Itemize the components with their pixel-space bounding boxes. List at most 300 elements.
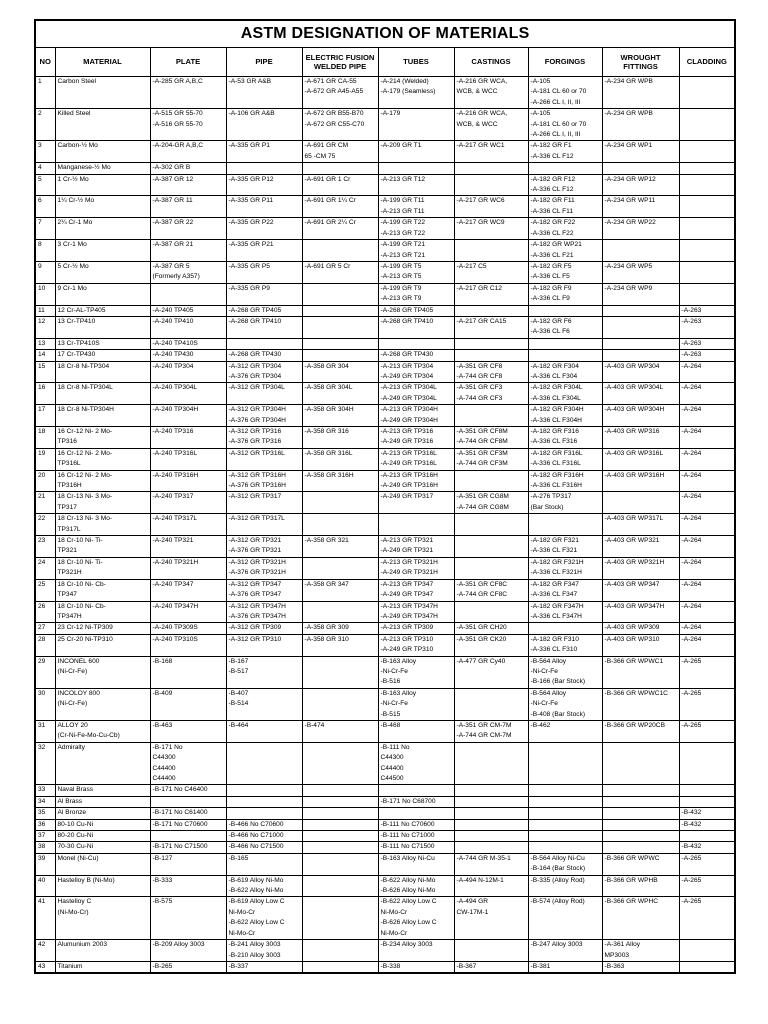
plate-line: -B-265: [152, 962, 173, 970]
pipe-line: -A-335 GR P5: [228, 262, 270, 270]
cladding-cell: [679, 514, 735, 536]
forgings-line: -B-564 Alloy Ni-Cu: [530, 854, 585, 862]
wrought-fittings-line: -B-366 GR WPWC1: [604, 657, 664, 665]
castings-cell: [454, 316, 528, 338]
cladding-line: -A-264: [681, 384, 702, 392]
wrought-fittings-line: -B-366 GR WP20CB: [604, 721, 665, 729]
tubes-line: -A-213 GR TP304H: [380, 406, 438, 414]
cladding-cell: [679, 623, 735, 634]
castings-cell: [454, 261, 528, 283]
pipe-cell: [226, 316, 302, 338]
pipe-cell: [226, 875, 302, 897]
forgings-cell: [528, 875, 602, 897]
forgings-cell: [528, 796, 602, 807]
forgings-line: -A-182 GR F316L: [530, 449, 583, 457]
forgings-cell: [528, 656, 602, 688]
table-row: [35, 305, 735, 316]
tubes-line: -A-249 GR TP304H: [380, 416, 438, 424]
castings-cell: [454, 831, 528, 842]
efw-pipe-cell: [302, 720, 378, 742]
cladding-cell: [679, 405, 735, 427]
wrought-fittings-cell: [602, 492, 679, 514]
wrought-fittings-cell: [602, 831, 679, 842]
wrought-fittings-line: -A-403 GR WP347: [604, 580, 660, 588]
tubes-line: -Ni-Cr-Fe: [380, 700, 408, 708]
plate-cell: [150, 875, 226, 897]
tubes-cell: [378, 240, 454, 262]
col-header-forgings: FORGINGS: [528, 48, 602, 77]
plate-line: -A-240 TP410: [152, 317, 194, 325]
material-line: 18 Cr-8 Ni-TP304: [57, 362, 110, 370]
cladding-cell: [679, 742, 735, 785]
forgings-cell: [528, 492, 602, 514]
forgings-line: -A-336 CL F22: [530, 229, 574, 237]
material-line: (Ni-Mo-Cr): [57, 908, 89, 916]
efw-pipe-cell: [302, 448, 378, 470]
cladding-line: -A-265: [681, 854, 702, 862]
forgings-line: -B-166 (Bar Stock): [530, 678, 586, 686]
wrought-fittings-line: -B-366 GR WPHC: [604, 898, 658, 906]
efw-pipe-line: -A-671 GR CA-55: [304, 78, 357, 85]
table-row: [35, 470, 735, 492]
forgings-line: -A-182 GR F9: [530, 284, 572, 292]
castings-cell: [454, 853, 528, 875]
table-row: [35, 961, 735, 973]
plate-line: -A-515 GR 55-70: [152, 110, 203, 118]
forgings-cell: [528, 163, 602, 174]
wrought-fittings-line: -A-361 Alloy: [604, 941, 641, 949]
row-number: 10: [35, 283, 55, 305]
wrought-fittings-line: -A-403 GR WP316H: [604, 471, 665, 479]
efw-pipe-cell: [302, 601, 378, 623]
material-line: Admiralty: [57, 743, 85, 751]
castings-cell: [454, 634, 528, 656]
tubes-line: -A-268 GR TP410: [380, 317, 434, 325]
cladding-cell: [679, 831, 735, 842]
tubes-cell: [378, 383, 454, 405]
plate-cell: [150, 316, 226, 338]
pipe-cell: [226, 196, 302, 218]
table-row: [35, 656, 735, 688]
tubes-line: -A-213 GR T21: [380, 251, 426, 259]
cladding-cell: [679, 427, 735, 449]
table-row: [35, 109, 735, 141]
wrought-fittings-cell: [602, 897, 679, 940]
forgings-line: -A-182 GR F1: [530, 142, 572, 150]
pipe-cell: [226, 961, 302, 973]
pipe-cell: [226, 720, 302, 742]
tubes-cell: [378, 77, 454, 109]
forgings-line: -A-182 GR F304: [530, 362, 579, 370]
castings-line: -A-744 GR CF8C: [456, 591, 508, 599]
efw-pipe-cell: [302, 961, 378, 973]
efw-pipe-line: -B-474: [304, 721, 325, 729]
pipe-cell: [226, 842, 302, 853]
tubes-cell: [378, 796, 454, 807]
material-line: 70-30 Cu-Ni: [57, 843, 94, 851]
material-cell: [55, 875, 150, 897]
col-header-castings: CASTINGS: [454, 48, 528, 77]
castings-cell: [454, 601, 528, 623]
pipe-line: -B-514: [228, 700, 249, 708]
pipe-cell: [226, 601, 302, 623]
wrought-fittings-cell: [602, 785, 679, 796]
cladding-cell: [679, 961, 735, 973]
tubes-cell: [378, 305, 454, 316]
efw-pipe-cell: [302, 261, 378, 283]
material-line: Carbon-½ Mo: [57, 142, 98, 150]
cladding-line: -A-263: [681, 317, 702, 325]
cladding-cell: [679, 842, 735, 853]
wrought-fittings-cell: [602, 240, 679, 262]
row-number: 7: [35, 218, 55, 240]
table-row: [35, 742, 735, 785]
forgings-cell: [528, 427, 602, 449]
tubes-line: -A-268 GR TP405: [380, 306, 434, 314]
cladding-line: -A-263: [681, 306, 702, 314]
material-line: 18 Cr-13 Ni- 3 Mo-: [57, 493, 113, 501]
efw-pipe-cell: [302, 831, 378, 842]
cladding-line: -A-264: [681, 635, 702, 643]
plate-cell: [150, 261, 226, 283]
efw-pipe-line: -A-691 GR 1¼ Cr: [304, 197, 356, 205]
efw-pipe-line: -A-358 GR 304: [304, 362, 349, 370]
forgings-cell: [528, 174, 602, 196]
plate-cell: [150, 831, 226, 842]
castings-cell: [454, 383, 528, 405]
plate-line: -B-409: [152, 689, 173, 697]
plate-line: -A-240 TP410S: [152, 339, 198, 347]
plate-cell: [150, 383, 226, 405]
material-line: 18 Cr-10 Ni- Ti-: [57, 537, 103, 545]
plate-cell: [150, 961, 226, 973]
table-row: [35, 163, 735, 174]
wrought-fittings-cell: [602, 338, 679, 349]
material-line: INCONEL 600: [57, 657, 100, 665]
pipe-cell: [226, 218, 302, 240]
plate-cell: [150, 808, 226, 819]
col-header-material: MATERIAL: [55, 48, 150, 77]
wrought-fittings-line: -A-403 GR WP317L: [604, 515, 664, 523]
row-number: 25: [35, 579, 55, 601]
row-number: 13: [35, 338, 55, 349]
forgings-cell: [528, 742, 602, 785]
material-cell: [55, 557, 150, 579]
tubes-cell: [378, 536, 454, 558]
material-line: 1 Cr-½ Mo: [57, 175, 89, 183]
col-header-wrought-fittings: WROUGHT FITTINGS: [602, 48, 679, 77]
material-cell: [55, 536, 150, 558]
tubes-cell: [378, 196, 454, 218]
cladding-cell: [679, 77, 735, 109]
efw-pipe-line: -A-672 GR C55-C70: [304, 120, 365, 128]
cladding-line: -A-264: [681, 537, 702, 545]
pipe-cell: [226, 77, 302, 109]
forgings-line: -A-336 CL F21: [530, 251, 574, 259]
table-row: [35, 492, 735, 514]
pipe-cell: [226, 240, 302, 262]
tubes-line: -A-213 GR TP316H: [380, 471, 438, 479]
material-line: 13 Cr-TP410S: [57, 339, 100, 347]
efw-pipe-cell: [302, 470, 378, 492]
wrought-fittings-line: -B-363: [604, 962, 625, 970]
plate-line: -A-240 TP321: [152, 537, 194, 545]
pipe-line: -B-165: [228, 854, 249, 862]
castings-cell: [454, 283, 528, 305]
forgings-line: -B-574 (Alloy Rod): [530, 898, 585, 906]
forgings-cell: [528, 350, 602, 361]
efw-pipe-line: -A-691 GR 2¼ Cr: [304, 219, 356, 227]
table-row: [35, 623, 735, 634]
efw-pipe-cell: [302, 557, 378, 579]
table-row: [35, 720, 735, 742]
castings-line: -A-351 GR CH20: [456, 624, 507, 632]
forgings-cell: [528, 961, 602, 973]
pipe-cell: [226, 283, 302, 305]
table-row: [35, 853, 735, 875]
plate-cell: [150, 634, 226, 656]
plate-line: -A-240 TP317L: [152, 515, 198, 523]
plate-cell: [150, 492, 226, 514]
pipe-line: -A-312 GR TP347H: [228, 602, 286, 610]
pipe-line: -A-312 GR TP304H: [228, 406, 286, 414]
tubes-cell: [378, 875, 454, 897]
pipe-line: -A-312 GR TP309: [228, 624, 282, 632]
forgings-cell: [528, 405, 602, 427]
plate-line: C44300: [152, 754, 176, 762]
forgings-cell: [528, 808, 602, 819]
plate-cell: [150, 174, 226, 196]
efw-pipe-cell: [302, 656, 378, 688]
forgings-line: -Ni-Cr-Fe: [530, 700, 558, 708]
row-number: 6: [35, 196, 55, 218]
material-cell: [55, 808, 150, 819]
forgings-line: -B-164 (Bar Stock): [530, 865, 586, 873]
efw-pipe-cell: [302, 350, 378, 361]
plate-cell: [150, 557, 226, 579]
castings-line: -A-351 GR CF8: [456, 362, 503, 370]
row-number: 20: [35, 470, 55, 492]
forgings-cell: [528, 819, 602, 830]
plate-cell: [150, 897, 226, 940]
efw-pipe-cell: [302, 514, 378, 536]
tubes-line: -A-213 GR TP321: [380, 537, 434, 545]
table-row: [35, 361, 735, 383]
pipe-cell: [226, 405, 302, 427]
material-cell: [55, 77, 150, 109]
tubes-line: -A-209 GR T1: [380, 142, 422, 150]
material-cell: [55, 842, 150, 853]
plate-line: -A-240 TP347H: [152, 602, 199, 610]
wrought-fittings-line: -A-234 GR WP5: [604, 262, 653, 270]
plate-line: C44400: [152, 764, 176, 772]
efw-pipe-cell: [302, 316, 378, 338]
row-number: 2: [35, 109, 55, 141]
tubes-line: -B-111 No C71000: [380, 832, 435, 840]
forgings-cell: [528, 470, 602, 492]
efw-pipe-line: 65 -CM 75: [304, 152, 336, 160]
cladding-cell: [679, 875, 735, 897]
page-title: ASTM DESIGNATION OF MATERIALS: [35, 20, 735, 48]
material-line: Hastelloy C: [57, 898, 92, 906]
wrought-fittings-cell: [602, 361, 679, 383]
forgings-line: -A-276 TP317: [530, 493, 572, 501]
wrought-fittings-cell: [602, 514, 679, 536]
castings-cell: [454, 427, 528, 449]
cladding-line: -A-264: [681, 493, 702, 501]
forgings-line: -A-336 CL F310: [530, 646, 578, 654]
plate-line: -A-240 TP347: [152, 580, 194, 588]
efw-pipe-line: -A-358 GR 304L: [304, 384, 353, 392]
wrought-fittings-line: -A-234 GR WP1: [604, 142, 653, 150]
efw-pipe-cell: [302, 688, 378, 720]
material-cell: [55, 601, 150, 623]
pipe-line: -A-268 GR TP405: [228, 306, 282, 314]
material-line: TP347: [57, 591, 77, 599]
material-cell: [55, 361, 150, 383]
tubes-line: -A-179: [380, 110, 401, 118]
material-line: Alumunium 2003: [57, 941, 107, 949]
table-row: [35, 141, 735, 163]
cladding-line: -A-264: [681, 406, 702, 414]
material-line: TP316H: [57, 482, 82, 490]
plate-line: -B-463: [152, 721, 173, 729]
plate-cell: [150, 448, 226, 470]
forgings-line: -A-182 GR F347: [530, 580, 579, 588]
pipe-line: -A-312 GR TP347: [228, 580, 282, 588]
castings-cell: [454, 470, 528, 492]
row-number: 42: [35, 940, 55, 962]
material-cell: [55, 785, 150, 796]
row-number: 35: [35, 808, 55, 819]
forgings-line: -A-336 CL F347: [530, 591, 578, 599]
pipe-cell: [226, 536, 302, 558]
pipe-cell: [226, 361, 302, 383]
material-cell: [55, 634, 150, 656]
pipe-line: -B-622 Alloy Ni-Mo: [228, 887, 284, 895]
table-row: [35, 350, 735, 361]
forgings-line: -A-182 GR F310: [530, 635, 579, 643]
forgings-line: -A-336 CL F12: [530, 186, 574, 194]
cladding-line: -A-264: [681, 515, 702, 523]
plate-line: -A-240 TP304L: [152, 384, 198, 392]
forgings-line: -A-336 CL F321: [530, 547, 578, 555]
tubes-line: -A-199 GR T22: [380, 219, 426, 227]
cladding-cell: [679, 579, 735, 601]
tubes-cell: [378, 897, 454, 940]
plate-cell: [150, 842, 226, 853]
pipe-line: -A-376 GR TP321: [228, 547, 282, 555]
wrought-fittings-cell: [602, 218, 679, 240]
tubes-cell: [378, 338, 454, 349]
wrought-fittings-cell: [602, 536, 679, 558]
castings-cell: [454, 174, 528, 196]
forgings-cell: [528, 623, 602, 634]
tubes-line: -A-249 GR TP316: [380, 438, 434, 446]
castings-cell: [454, 819, 528, 830]
pipe-line: -A-335 GR P9: [228, 284, 270, 292]
pipe-line: -A-376 GR TP316: [228, 438, 282, 446]
cladding-line: -A-264: [681, 471, 702, 479]
wrought-fittings-line: -A-403 GR WP310: [604, 635, 660, 643]
tubes-line: -B-234 Alloy 3003: [380, 941, 433, 949]
tubes-line: -B-163 Alloy: [380, 657, 417, 665]
row-number: 11: [35, 305, 55, 316]
pipe-line: -A-312 GR TP316H: [228, 471, 286, 479]
tubes-line: -B-111 No C70600: [380, 820, 435, 828]
pipe-line: -B-622 Alloy Low C: [228, 919, 285, 927]
cladding-cell: [679, 656, 735, 688]
pipe-line: -B-619 Alloy Ni-Mo: [228, 876, 284, 884]
wrought-fittings-cell: [602, 796, 679, 807]
efw-pipe-cell: [302, 77, 378, 109]
cladding-cell: [679, 470, 735, 492]
pipe-line: -A-268 GR TP430: [228, 351, 282, 359]
tubes-cell: [378, 316, 454, 338]
castings-cell: [454, 163, 528, 174]
castings-line: -A-351 GR CM-7M: [456, 721, 512, 729]
cladding-cell: [679, 174, 735, 196]
material-line: Monel (Ni-Cu): [57, 854, 99, 862]
wrought-fittings-line: -A-403 GR WP321: [604, 537, 660, 545]
material-line: 12 Cr-AL-TP405: [57, 306, 106, 314]
castings-cell: [454, 796, 528, 807]
wrought-fittings-cell: [602, 720, 679, 742]
tubes-line: -A-213 GR T11: [380, 207, 425, 215]
plate-cell: [150, 361, 226, 383]
plate-line: -B-168: [152, 657, 173, 665]
col-header-no: NO: [35, 48, 55, 77]
tubes-line: -A-249 GR TP347H: [380, 612, 438, 620]
castings-line: -A-744 GR M-35-1: [456, 854, 511, 862]
wrought-fittings-line: -A-403 GR WP321H: [604, 558, 665, 566]
cladding-cell: [679, 141, 735, 163]
material-cell: [55, 623, 150, 634]
tubes-cell: [378, 514, 454, 536]
wrought-fittings-cell: [602, 579, 679, 601]
row-number: 17: [35, 405, 55, 427]
wrought-fittings-line: -A-234 GR WPB: [604, 78, 653, 85]
efw-pipe-line: -A-672 GR B55-B70: [304, 110, 364, 118]
astm-sheet: [34, 19, 734, 974]
plate-cell: [150, 536, 226, 558]
table-row: [35, 196, 735, 218]
material-cell: [55, 427, 150, 449]
tubes-line: -B-468: [380, 721, 401, 729]
material-cell: [55, 240, 150, 262]
forgings-line: -A-182 GR F12: [530, 175, 576, 183]
plate-cell: [150, 196, 226, 218]
cladding-cell: [679, 819, 735, 830]
forgings-line: -A-336 CL F316L: [530, 460, 581, 468]
material-cell: [55, 174, 150, 196]
efw-pipe-cell: [302, 853, 378, 875]
plate-line: -A-302 GR B: [152, 164, 191, 172]
material-line: Al Bronze: [57, 809, 87, 817]
plate-line: -A-240 TP405: [152, 306, 194, 314]
tubes-line: C44400: [380, 764, 404, 772]
forgings-line: -A-182 GR F316: [530, 428, 579, 435]
pipe-line: -B-167: [228, 657, 249, 665]
row-number: 18: [35, 427, 55, 449]
pipe-line: -B-517: [228, 667, 249, 675]
forgings-line: -A-182 GR F321: [530, 537, 579, 545]
material-cell: [55, 961, 150, 973]
row-number: 41: [35, 897, 55, 940]
tubes-line: -A-213 GR T12: [380, 175, 426, 183]
castings-cell: [454, 77, 528, 109]
material-cell: [55, 261, 150, 283]
